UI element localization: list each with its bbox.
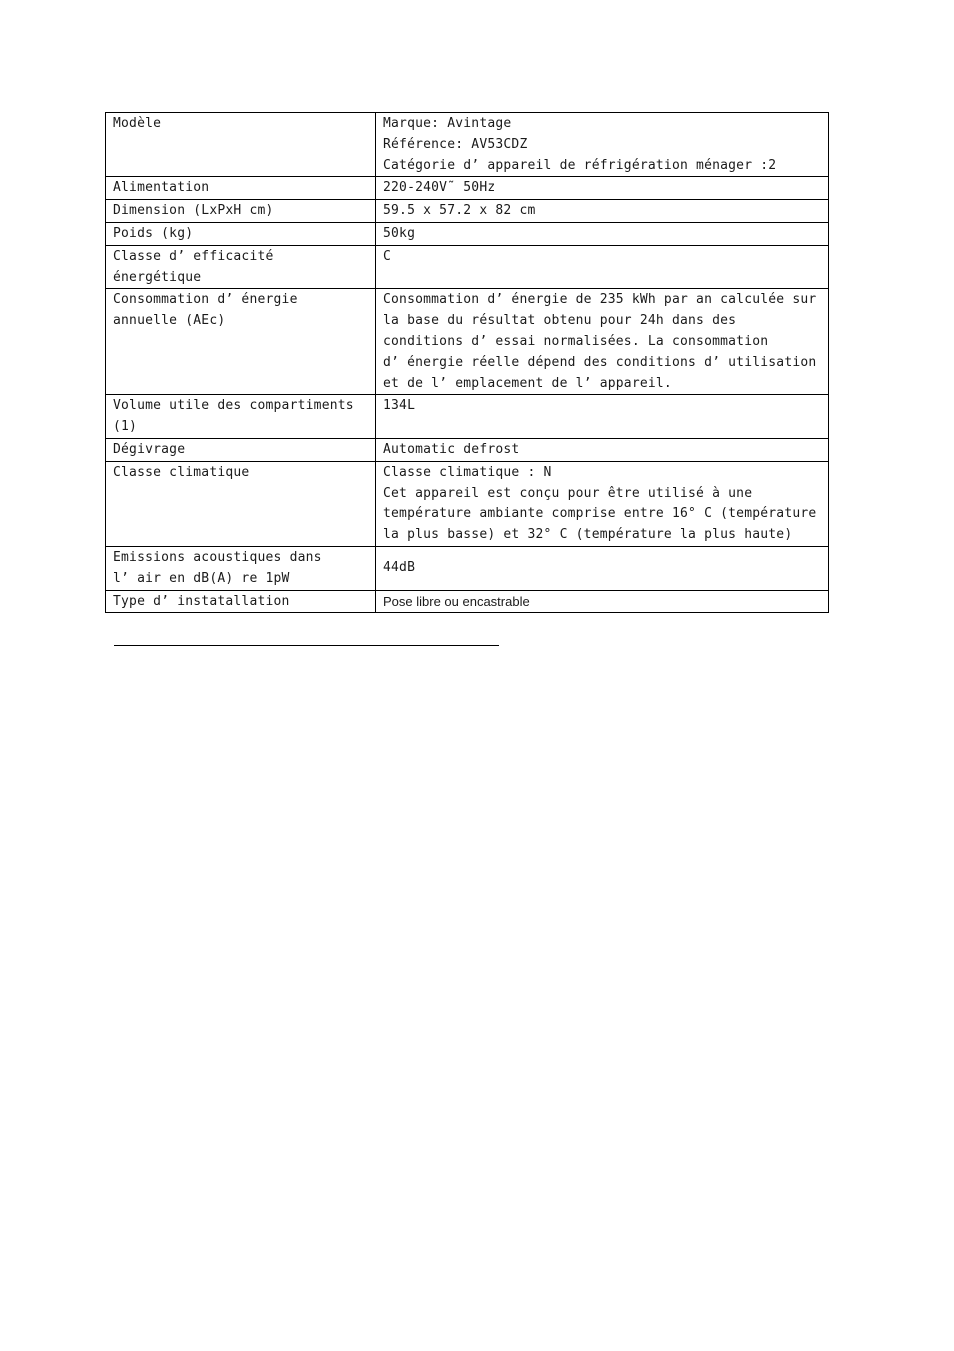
row-value-model: Marque: Avintage Référence: AV53CDZ Catégorie d’ appareil de réfrigération ménager :2 (376, 113, 829, 177)
row-label-energy-class: Classe d’ efficacité énergétique (106, 245, 376, 289)
row-label-climate-class: Classe climatique (106, 461, 376, 546)
table-row (106, 590, 829, 613)
row-label-volume: Volume utile des compartiments (1) (106, 395, 376, 439)
table-row (106, 546, 829, 590)
row-value-annual-consumption: Consommation d’ énergie de 235 kWh par an calculée sur la base du résultat obtenu pour 24h dans des conditions d’ essai normalisées. La consommation d’ énergie réelle dépend des conditions d’ utilisation et de l’ emplacement de l’ appareil. (376, 289, 829, 395)
row-label-model: Modèle (106, 113, 376, 177)
row-value-dimension: 59.5 x 57.2 x 82 cm (376, 200, 829, 223)
row-value-power-supply: 220-240V˜ 50Hz (376, 177, 829, 200)
table-row (106, 438, 829, 461)
table-row (106, 289, 829, 395)
footnote-separator (114, 645, 499, 646)
table-row (106, 113, 829, 177)
table-row (106, 461, 829, 546)
row-value-defrost: Automatic defrost (376, 438, 829, 461)
row-label-defrost: Dégivrage (106, 438, 376, 461)
table-row (106, 200, 829, 223)
specification-table (105, 112, 829, 613)
row-label-weight: Poids (kg) (106, 222, 376, 245)
table-row (106, 395, 829, 439)
row-label-power-supply: Alimentation (106, 177, 376, 200)
row-value-climate-class: Classe climatique : N Cet appareil est conçu pour être utilisé à une température ambiante comprise entre 16° C (température la plus basse) et 32° C (température la plus haute) (376, 461, 829, 546)
row-label-dimension: Dimension (LxPxH cm) (106, 200, 376, 223)
table-row (106, 245, 829, 289)
row-value-energy-class: C (376, 245, 829, 289)
row-label-installation-type: Type d’ instatallation (106, 590, 376, 613)
table-row (106, 177, 829, 200)
row-label-annual-consumption: Consommation d’ énergie annuelle (AEc) (106, 289, 376, 395)
row-value-weight: 50kg (376, 222, 829, 245)
row-value-noise-emissions: 44dB (376, 546, 829, 590)
row-value-volume: 134L (376, 395, 829, 439)
row-label-noise-emissions: Emissions acoustiques dans l’ air en dB(A) re 1pW (106, 546, 376, 590)
table-row (106, 222, 829, 245)
row-value-installation-type: Pose libre ou encastrable (376, 590, 829, 613)
